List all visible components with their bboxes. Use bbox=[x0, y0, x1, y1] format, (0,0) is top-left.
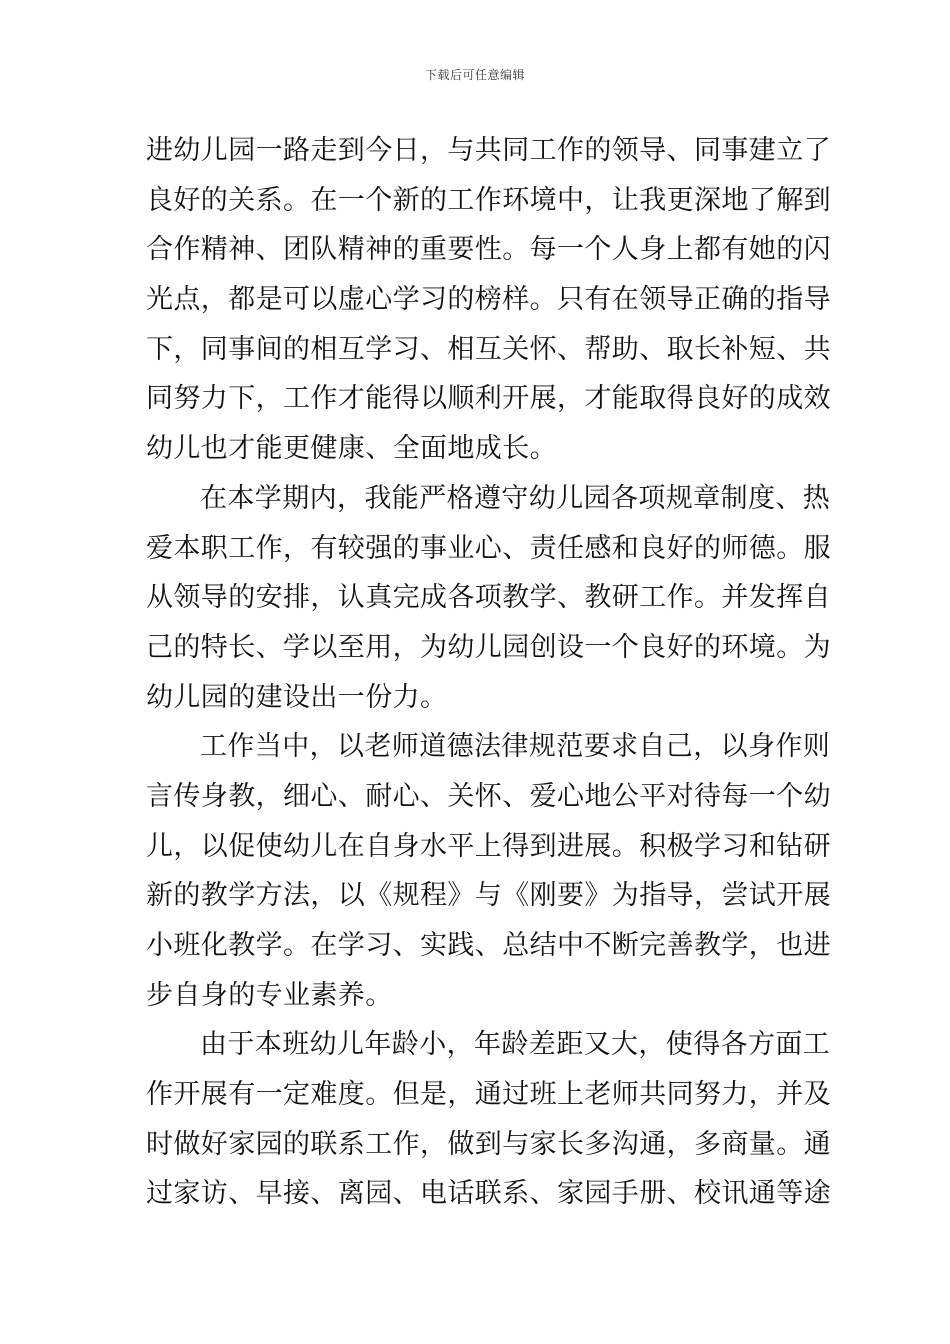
text-line: 爱本职工作，有较强的事业心、责任感和良好的师德。服 bbox=[146, 532, 831, 564]
text-line: 同努力下，工作才能得以顺利开展，才能取得良好的成效 bbox=[146, 383, 831, 415]
text-line: 作开展有一定难度。但是，通过班上老师共同努力，并及 bbox=[146, 1079, 831, 1111]
text-line: 儿，以促使幼儿在自身水平上得到进展。积极学习和钻研 bbox=[146, 830, 831, 862]
text-line: 步自身的专业素养。 bbox=[146, 979, 393, 1011]
text-line: 幼儿也才能更健康、全面地成长。 bbox=[146, 433, 557, 465]
text-line: 光点，都是可以虚心学习的榜样。只有在领导正确的指导 bbox=[146, 284, 831, 316]
text-line: 己的特长、学以至用，为幼儿园创设一个良好的环境。为 bbox=[146, 631, 831, 663]
text-line: 过家访、早接、离园、电话联系、家园手册、校讯通等途 bbox=[146, 1178, 831, 1210]
text-line: 进幼儿园一路走到今日，与共同工作的领导、同事建立了 bbox=[146, 135, 831, 166]
paragraph-start-line: 工作当中，以老师道德法律规范要求自己，以身作则 bbox=[200, 731, 831, 763]
text-line: 良好的关系。在一个新的工作环境中，让我更深地了解到 bbox=[146, 184, 831, 216]
text-line: 从领导的安排，认真完成各项教学、教研工作。并发挥自 bbox=[146, 582, 831, 614]
text-line: 新的教学方法，以《规程》与《刚要》为指导，尝试开展 bbox=[146, 880, 831, 912]
text-line: 时做好家园的联系工作，做到与家长多沟通，多商量。通 bbox=[146, 1128, 831, 1160]
text-line: 下，同事间的相互学习、相互关怀、帮助、取长补短、共 bbox=[146, 333, 831, 365]
document-body bbox=[146, 126, 831, 1219]
text-line: 言传身教，细心、耐心、关怀、爱心地公平对待每一个幼 bbox=[146, 780, 831, 812]
paragraph-start-line: 在本学期内，我能严格遵守幼儿园各项规章制度、热 bbox=[200, 482, 831, 514]
text-line: 小班化教学。在学习、实践、总结中不断完善教学，也进 bbox=[146, 930, 831, 961]
download-note: 下载后可任意编辑 bbox=[424, 68, 525, 82]
text-line: 幼儿园的建设出一份力。 bbox=[146, 681, 448, 713]
text-line: 合作精神、团队精神的重要性。每一个人身上都有她的闪 bbox=[146, 234, 831, 266]
paragraph-start-line: 由于本班幼儿年龄小，年龄差距又大，使得各方面工 bbox=[200, 1029, 831, 1061]
